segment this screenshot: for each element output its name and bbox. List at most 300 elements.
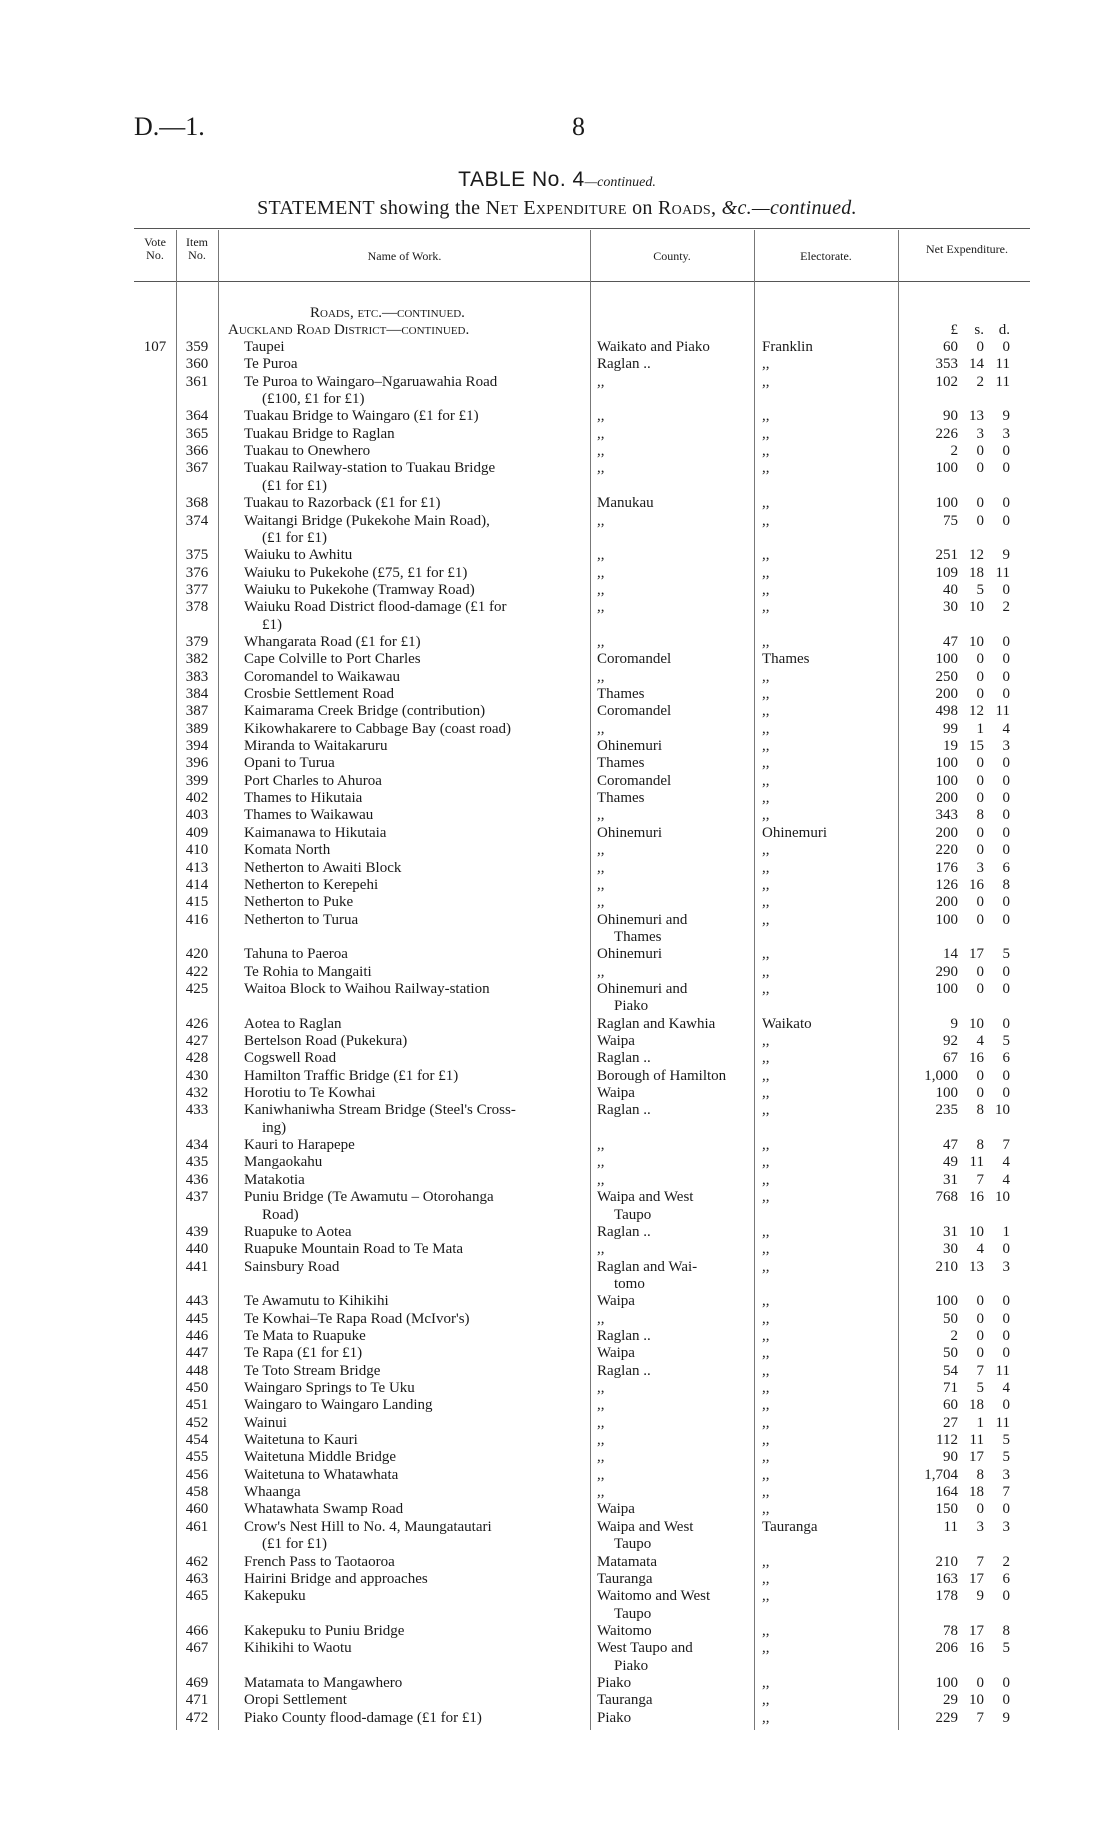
county-name: Waikato and Piako — [597, 339, 710, 355]
item-number: 409 — [185, 824, 209, 841]
electorate-name: ,, — [762, 842, 770, 859]
amount-shillings: 3 — [976, 425, 984, 442]
amount-shillings: 17 — [969, 1570, 984, 1587]
amount-shillings: 3 — [976, 859, 984, 876]
work-name: Kakepuku — [244, 1588, 306, 1605]
amount-shillings: 0 — [976, 1327, 984, 1344]
work-name: Kaniwhaniwha Stream Bridge (Steel's Cross- — [244, 1102, 516, 1119]
county-name: Thames — [597, 790, 645, 807]
county-name: Thames — [597, 755, 645, 772]
electorate-name: ,, — [762, 946, 770, 963]
amount-pence: 10 — [995, 1189, 1010, 1206]
amount-shillings: 7 — [976, 1362, 984, 1379]
work-name: Tuakau to Onewhero — [244, 443, 371, 460]
county-name: Ohinemuri — [597, 824, 662, 841]
amount-pounds: 31 — [943, 1223, 958, 1240]
amount-shillings: 7 — [976, 1553, 984, 1570]
work-name: Matamata to Mangawhero — [244, 1674, 403, 1691]
amount-pounds: 229 — [935, 1709, 958, 1726]
amount-pounds: 100 — [935, 460, 958, 477]
item-number: 446 — [185, 1327, 209, 1344]
work-name: Taupei — [244, 339, 285, 355]
item-number: 448 — [185, 1362, 209, 1379]
amount-shillings: 18 — [969, 1484, 984, 1501]
item-number: 452 — [185, 1414, 209, 1431]
amount-pounds: 210 — [935, 1553, 958, 1570]
amount-shillings: 8 — [976, 1137, 984, 1154]
amount-shillings: 0 — [976, 1293, 984, 1310]
amount-pence: 3 — [1002, 738, 1010, 755]
item-number: 428 — [185, 1050, 209, 1067]
electorate-name: Franklin — [762, 339, 813, 355]
work-name: Puniu Bridge (Te Awamutu – Otorohanga — [244, 1189, 494, 1206]
county-name: Raglan and Kawhia — [597, 1015, 716, 1032]
electorate-name: ,, — [762, 703, 770, 720]
county-name: ,, — [597, 842, 605, 859]
amount-pounds: 9 — [950, 1015, 958, 1032]
amount-pounds: 47 — [943, 633, 958, 650]
electorate-name: ,, — [762, 1640, 770, 1657]
amount-shillings: 13 — [969, 408, 984, 425]
item-number: 451 — [185, 1397, 209, 1414]
county-name: Waipa and West — [597, 1189, 694, 1206]
electorate-name: ,, — [762, 408, 770, 425]
electorate-name: ,, — [762, 790, 770, 807]
item-number: 455 — [185, 1449, 209, 1466]
amount-pence: 3 — [1002, 1258, 1010, 1275]
amount-pence: 0 — [1002, 1345, 1010, 1362]
amount-pounds: 40 — [943, 581, 958, 598]
amount-shillings: 12 — [969, 547, 984, 564]
amount-pounds: 100 — [935, 651, 958, 668]
work-name: Waitangi Bridge (Pukekohe Main Road), — [244, 512, 490, 529]
amount-shillings: 0 — [976, 824, 984, 841]
amount-shillings: 11 — [969, 1154, 984, 1171]
work-name: Whaanga — [244, 1484, 301, 1501]
amount-pounds: 200 — [935, 686, 958, 702]
item-number: 360 — [185, 356, 209, 373]
work-name: Oropi Settlement — [244, 1692, 347, 1709]
section-heading: Roads, etc.—continued. — [310, 305, 465, 321]
amount-pence: 4 — [1002, 1380, 1010, 1396]
amount-shillings: 0 — [976, 1345, 984, 1362]
electorate-name: ,, — [762, 1674, 770, 1691]
work-name: Netherton to Kerepehi — [244, 876, 379, 893]
amount-pence: 9 — [1002, 408, 1010, 425]
amount-shillings: 0 — [976, 668, 984, 685]
item-number: 460 — [185, 1501, 209, 1518]
amount-shillings: 16 — [969, 1640, 984, 1657]
county-name: ,, — [597, 1432, 605, 1449]
item-number: 399 — [185, 772, 209, 789]
amount-pounds: 226 — [935, 425, 958, 442]
item-number: 427 — [185, 1033, 209, 1049]
item-number: 359 — [185, 339, 209, 355]
amount-shillings: 3 — [976, 1518, 984, 1535]
amount-pounds: 49 — [943, 1154, 958, 1171]
electorate-name: ,, — [762, 911, 770, 928]
amount-shillings: 4 — [976, 1241, 984, 1258]
electorate-name: ,, — [762, 1397, 770, 1414]
electorate-name: ,, — [762, 894, 770, 911]
amount-pounds: 220 — [935, 842, 958, 859]
amount-pounds: 54 — [943, 1362, 958, 1379]
amount-pence: 11 — [995, 703, 1010, 720]
electorate-name: ,, — [762, 876, 770, 893]
county-name: Waipa — [597, 1085, 635, 1102]
amount-shillings: 10 — [969, 599, 984, 616]
amount-shillings: 0 — [976, 894, 984, 911]
electorate-name: ,, — [762, 1067, 770, 1084]
work-name: £1) — [262, 616, 282, 633]
work-name: Hamilton Traffic Bridge (£1 for £1) — [244, 1067, 459, 1084]
amount-pence: 0 — [1002, 1692, 1010, 1709]
work-name: Waitetuna to Kauri — [244, 1432, 358, 1449]
col-header-vote: Vote No. — [144, 235, 166, 262]
amount-pounds: 30 — [943, 599, 958, 616]
work-name: Kikowhakarere to Cabbage Bay (coast road) — [244, 720, 511, 737]
item-number: 437 — [185, 1189, 209, 1206]
work-name: Opani to Turua — [244, 755, 335, 772]
amount-shillings: 1 — [976, 1414, 984, 1431]
amount-shillings: 5 — [976, 1380, 984, 1396]
county-name: West Taupo and — [597, 1640, 693, 1657]
amount-pounds: 251 — [935, 547, 958, 564]
work-name: French Pass to Taotaoroa — [244, 1553, 395, 1570]
electorate-name: ,, — [762, 1189, 770, 1206]
amount-pence: 0 — [1002, 1397, 1010, 1414]
county-name: Ohinemuri and — [597, 911, 688, 928]
electorate-name: ,, — [762, 1414, 770, 1431]
amount-shillings: 0 — [976, 686, 984, 702]
amount-pence: 2 — [1002, 599, 1010, 616]
county-name: ,, — [597, 599, 605, 616]
electorate-name: ,, — [762, 807, 770, 824]
amount-shillings: 13 — [969, 1258, 984, 1275]
amount-pounds: 178 — [935, 1588, 958, 1605]
item-number: 375 — [185, 547, 209, 564]
work-name: Te Puroa to Waingaro–Ngaruawahia Road — [244, 373, 498, 390]
amount-pounds: 176 — [935, 859, 958, 876]
amount-pence: 0 — [1002, 512, 1010, 529]
item-number: 387 — [185, 703, 209, 720]
item-number: 384 — [185, 686, 209, 702]
amount-pounds: 1,704 — [924, 1466, 958, 1483]
amount-pounds: 1,000 — [924, 1067, 958, 1084]
amount-shillings: 0 — [976, 339, 984, 355]
county-name: Raglan and Wai- — [597, 1258, 698, 1275]
amount-pence: 4 — [1002, 1171, 1010, 1188]
amount-pence: 9 — [1002, 1709, 1010, 1726]
item-number: 467 — [185, 1640, 209, 1657]
amount-pounds: 71 — [943, 1380, 958, 1396]
electorate-name: ,, — [762, 980, 770, 997]
amount-pounds: 2 — [950, 443, 958, 460]
header-bottom-rule — [134, 281, 1030, 282]
county-name: ,, — [597, 443, 605, 460]
work-name: Piako County flood-damage (£1 for £1) — [244, 1709, 482, 1726]
item-number: 382 — [185, 651, 209, 668]
county-name: Tauranga — [597, 1692, 653, 1709]
item-number: 425 — [185, 980, 209, 997]
amount-pence: 11 — [995, 356, 1010, 373]
county-name: ,, — [597, 1137, 605, 1154]
amount-pounds: 92 — [943, 1033, 958, 1049]
amount-shillings: 18 — [969, 1397, 984, 1414]
district-heading: Auckland Road District—continued. — [228, 322, 470, 338]
work-name: Tuakau Bridge to Waingaro (£1 for £1) — [244, 408, 479, 425]
amount-shillings: 0 — [976, 980, 984, 997]
electorate-name: Tauranga — [762, 1518, 818, 1535]
county-name: Piako — [614, 1657, 649, 1674]
work-name: (£1 for £1) — [262, 1536, 327, 1553]
amount-pounds: 100 — [935, 911, 958, 928]
amount-pounds: 163 — [935, 1570, 958, 1587]
amount-shillings: 14 — [969, 356, 984, 373]
amount-shillings: 0 — [976, 460, 984, 477]
amount-pounds: 126 — [935, 876, 958, 893]
work-name: Wainui — [244, 1414, 287, 1431]
county-name: Coromandel — [597, 651, 672, 668]
amount-pence: 5 — [1002, 1033, 1010, 1049]
amount-pence: 5 — [1002, 1432, 1010, 1449]
county-name: ,, — [597, 547, 605, 564]
item-number: 394 — [185, 738, 209, 755]
item-number: 364 — [185, 408, 209, 425]
amount-pence: 0 — [1002, 894, 1010, 911]
electorate-name: ,, — [762, 1484, 770, 1501]
county-name: Raglan .. — [597, 1362, 651, 1379]
work-name: Hairini Bridge and approaches — [244, 1570, 428, 1587]
work-name: Kaimarama Creek Bridge (contribution) — [244, 703, 486, 720]
electorate-name: ,, — [762, 373, 770, 390]
work-name: Cogswell Road — [244, 1050, 337, 1067]
amount-shillings: 0 — [976, 495, 984, 512]
item-number: 361 — [185, 373, 209, 390]
item-number: 450 — [185, 1380, 209, 1396]
amount-pounds: 50 — [943, 1345, 958, 1362]
amount-shillings: 0 — [976, 1674, 984, 1691]
amount-shillings: 17 — [969, 1449, 984, 1466]
county-name: Waipa — [597, 1033, 635, 1049]
amount-pence: 0 — [1002, 824, 1010, 841]
statement-prefix: STATEMENT showing the — [257, 197, 481, 219]
item-number: 365 — [185, 425, 209, 442]
work-name: (£1 for £1) — [262, 529, 327, 546]
electorate-name: ,, — [762, 1085, 770, 1102]
county-name: Raglan .. — [597, 1223, 651, 1240]
amount-shillings: 0 — [976, 842, 984, 859]
amount-pounds: 150 — [935, 1501, 958, 1518]
county-name: ,, — [597, 807, 605, 824]
county-name: ,, — [597, 894, 605, 911]
work-name: Kauri to Harapepe — [244, 1137, 355, 1154]
amount-pounds: 50 — [943, 1310, 958, 1327]
amount-pounds: 353 — [935, 356, 958, 373]
amount-pence: 11 — [995, 564, 1010, 581]
amount-shillings: 4 — [976, 1033, 984, 1049]
county-name: Raglan .. — [597, 1050, 651, 1067]
county-name: ,, — [597, 668, 605, 685]
electorate-name: ,, — [762, 772, 770, 789]
item-number: 443 — [185, 1293, 209, 1310]
county-name: ,, — [597, 1466, 605, 1483]
item-number: 456 — [185, 1466, 209, 1483]
work-name: Waiuku to Pukekohe (Tramway Road) — [244, 581, 475, 598]
amount-pence: 0 — [1002, 668, 1010, 685]
item-number: 420 — [185, 946, 209, 963]
amount-pounds: 200 — [935, 894, 958, 911]
statement-on: on — [632, 197, 653, 219]
county-name: Raglan .. — [597, 1327, 651, 1344]
amount-shillings: 0 — [976, 1067, 984, 1084]
electorate-name: ,, — [762, 1223, 770, 1240]
county-name: ,, — [597, 859, 605, 876]
county-name: Waitomo and West — [597, 1588, 711, 1605]
county-name: Piako — [597, 1709, 632, 1726]
electorate-name: ,, — [762, 547, 770, 564]
item-number: 471 — [185, 1692, 209, 1709]
amount-pounds: 206 — [935, 1640, 958, 1657]
work-name: Te Rohia to Mangaiti — [244, 963, 372, 980]
work-name: Matakotia — [244, 1171, 305, 1188]
electorate-name: ,, — [762, 963, 770, 980]
county-name: ,, — [597, 408, 605, 425]
amount-pounds: 290 — [935, 963, 958, 980]
county-name: ,, — [597, 1241, 605, 1258]
work-name: Te Rapa (£1 for £1) — [244, 1345, 363, 1362]
item-number: 465 — [185, 1588, 209, 1605]
work-name: Crosbie Settlement Road — [244, 686, 394, 702]
county-name: Waipa — [597, 1293, 635, 1310]
work-name: Bertelson Road (Pukekura) — [244, 1033, 408, 1049]
county-name: ,, — [597, 963, 605, 980]
electorate-name: ,, — [762, 1345, 770, 1362]
electorate-name: ,, — [762, 1501, 770, 1518]
electorate-name: ,, — [762, 599, 770, 616]
amount-pounds: 27 — [943, 1414, 958, 1431]
amount-pounds: 60 — [943, 339, 958, 355]
amount-pence: 0 — [1002, 1327, 1010, 1344]
electorate-name: Thames — [762, 651, 810, 668]
item-number: 379 — [185, 633, 209, 650]
amount-pence: 11 — [995, 1414, 1010, 1431]
county-name: Waitomo — [597, 1622, 652, 1639]
currency-shillings: s. — [974, 322, 984, 338]
work-name: Waiuku Road District flood-damage (£1 for — [244, 599, 507, 616]
amount-shillings: 8 — [976, 807, 984, 824]
county-name: Piako — [614, 998, 649, 1015]
vote-number: 107 — [143, 339, 167, 355]
amount-pence: 6 — [1002, 1570, 1010, 1587]
electorate-name: ,, — [762, 1692, 770, 1709]
item-number: 466 — [185, 1622, 209, 1639]
amount-pence: 0 — [1002, 1085, 1010, 1102]
electorate-name: ,, — [762, 720, 770, 737]
item-number: 414 — [185, 876, 209, 893]
amount-pence: 0 — [1002, 1293, 1010, 1310]
amount-pence: 8 — [1002, 1622, 1010, 1639]
electorate-name: ,, — [762, 495, 770, 512]
statement-roads: Roads, — [658, 197, 717, 219]
item-number: 439 — [185, 1223, 209, 1240]
item-number: 454 — [185, 1432, 209, 1449]
amount-shillings: 15 — [969, 738, 984, 755]
work-name: Waitoa Block to Waihou Railway-station — [244, 980, 490, 997]
amount-pounds: 29 — [943, 1692, 958, 1709]
amount-pounds: 14 — [943, 946, 958, 963]
statement-net-expenditure: Net Expenditure — [485, 197, 627, 219]
amount-shillings: 11 — [969, 1432, 984, 1449]
amount-pence: 0 — [1002, 443, 1010, 460]
work-name: Ruapuke to Aotea — [244, 1223, 352, 1240]
work-name: Waingaro to Waingaro Landing — [244, 1397, 433, 1414]
electorate-name: ,, — [762, 1171, 770, 1188]
county-name: Ohinemuri — [597, 738, 662, 755]
electorate-name: ,, — [762, 581, 770, 598]
county-name: ,, — [597, 1414, 605, 1431]
electorate-name: ,, — [762, 1570, 770, 1587]
amount-pounds: 112 — [936, 1432, 958, 1449]
amount-pounds: 99 — [943, 720, 958, 737]
statement-suffix: &c.—continued. — [721, 197, 857, 219]
work-name: (£100, £1 for £1) — [262, 391, 365, 408]
item-number: 422 — [185, 963, 209, 980]
amount-pounds: 30 — [943, 1241, 958, 1258]
county-name: Piako — [597, 1674, 632, 1691]
amount-shillings: 5 — [976, 581, 984, 598]
work-name: Netherton to Puke — [244, 894, 354, 911]
electorate-name: ,, — [762, 443, 770, 460]
amount-shillings: 0 — [976, 651, 984, 668]
item-number: 367 — [185, 460, 209, 477]
county-name: ,, — [597, 1449, 605, 1466]
electorate-name: ,, — [762, 1553, 770, 1570]
amount-shillings: 2 — [976, 373, 984, 390]
amount-pounds: 343 — [935, 807, 958, 824]
amount-pounds: 19 — [943, 738, 958, 755]
item-number: 396 — [185, 755, 209, 772]
county-name: Thames — [614, 928, 662, 945]
county-name: ,, — [597, 1154, 605, 1171]
electorate-name: ,, — [762, 460, 770, 477]
amount-pence: 2 — [1002, 1553, 1010, 1570]
electorate-name: ,, — [762, 1050, 770, 1067]
amount-shillings: 16 — [969, 1050, 984, 1067]
electorate-name: ,, — [762, 425, 770, 442]
amount-pounds: 100 — [935, 755, 958, 772]
work-name: (£1 for £1) — [262, 477, 327, 494]
county-name: ,, — [597, 1397, 605, 1414]
county-name: Matamata — [597, 1553, 657, 1570]
amount-pence: 5 — [1002, 946, 1010, 963]
electorate-name: ,, — [762, 1622, 770, 1639]
amount-pence: 0 — [1002, 980, 1010, 997]
item-number: 430 — [185, 1067, 209, 1084]
electorate-name: ,, — [762, 564, 770, 581]
county-name: Borough of Hamilton — [597, 1067, 727, 1084]
county-name: ,, — [597, 425, 605, 442]
amount-pence: 5 — [1002, 1449, 1010, 1466]
item-number: 378 — [185, 599, 209, 616]
amount-shillings: 8 — [976, 1102, 984, 1119]
electorate-name: ,, — [762, 512, 770, 529]
item-number: 436 — [185, 1171, 209, 1188]
work-name: ing) — [262, 1119, 287, 1136]
item-number: 441 — [185, 1258, 209, 1275]
work-name: Sainsbury Road — [244, 1258, 340, 1275]
item-number: 413 — [185, 859, 209, 876]
